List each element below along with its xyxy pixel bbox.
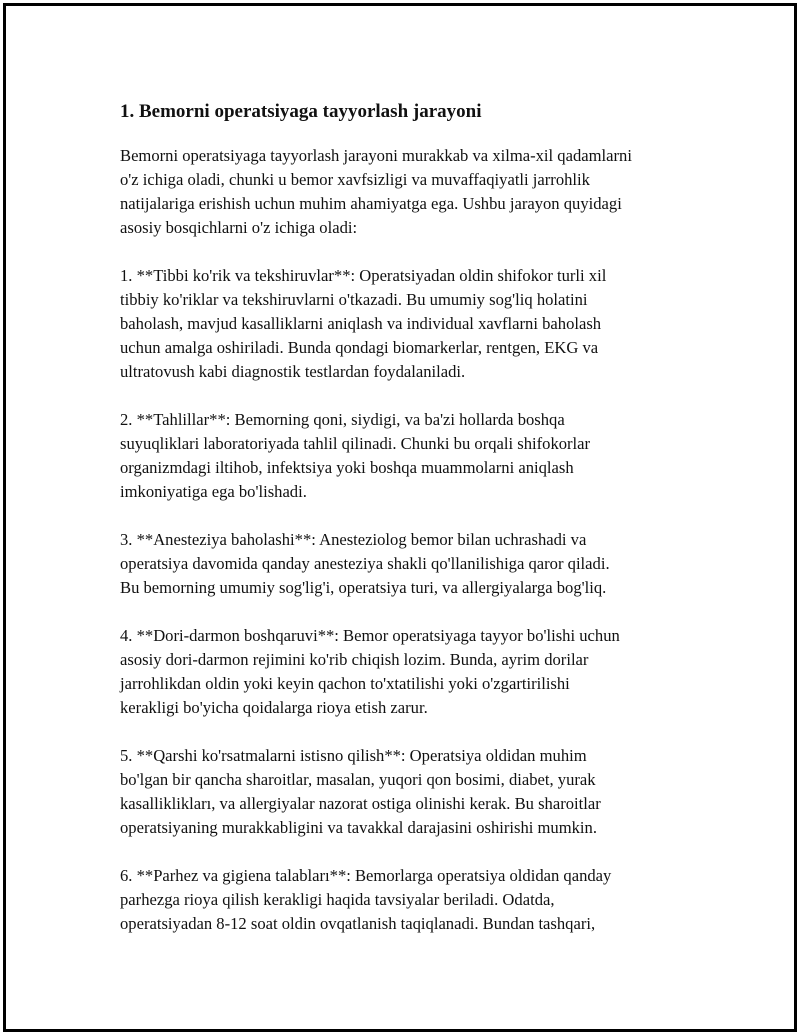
paragraph-item-4 [120, 624, 700, 720]
text-line: baholash, mavjud kasalliklarni aniqlash va individual xavflarni baholash [120, 314, 602, 333]
text-line: 2. **Tahlillar**: Bemorning qoni, siydigi, va ba'zi hollarda boshqa [120, 410, 565, 429]
paragraph-item-2 [120, 408, 700, 504]
paragraph-item-6 [120, 864, 700, 936]
text-line: operatsiya davomida qanday anesteziya shakli qo'llanilishiga qaror qiladi. [120, 554, 610, 573]
text-line: Bemorni operatsiyaga tayyorlash jarayoni murakkab va xilma-xil qadamlarni [120, 146, 632, 165]
text-line: uchun amalga oshiriladi. Bunda qondagi biomarkerlar, rentgen, EKG va [120, 338, 599, 357]
text-line: suyuqliklari laboratoriyada tahlil qilinadi. Chunki bu orqali shifokorlar [120, 434, 591, 453]
text-line: natijalariga erishish uchun muhim ahamiyatga ega. Ushbu jarayon quyidagi [120, 194, 622, 213]
paragraph-intro [120, 144, 700, 240]
text-line: o'z ichiga oladi, chunki u bemor xavfsizligi va muvaffaqiyatli jarrohlik [120, 170, 590, 189]
document-title: 1. Bemorni operatsiyaga tayyorlash jarayoni [120, 101, 482, 122]
text-line: operatsiyaning murakkabligini va tavakkal darajasini oshirishi mumkin. [120, 818, 597, 837]
text-line: Bu bemorning umumiy sog'lig'i, operatsiya turi, va allergiyalarga bog'liq. [120, 578, 607, 597]
text-line: imkoniyatiga ega bo'lishadi. [120, 482, 307, 501]
text-line: parhezga rioya qilish kerakligi haqida tavsiyalar beriladi. Odatda, [120, 890, 555, 909]
text-line: kerakligi bo'yicha qoidalarga rioya etish zarur. [120, 698, 428, 717]
text-line: operatsiyadan 8-12 soat oldin ovqatlanish taqiqlanadi. Bundan tashqari, [120, 914, 596, 933]
text-line: kasalliklikları, va allergiyalar nazorat ostiga olinishi kerak. Bu sharoitlar [120, 794, 601, 813]
text-line: jarrohlikdan oldin yoki keyin qachon to'xtatilishi yoki o'zgartirilishi [120, 674, 570, 693]
paragraph-item-1 [120, 264, 700, 384]
text-line: ultratovush kabi diagnostik testlardan foydalaniladi. [120, 362, 466, 381]
text-line: asosiy bosqichlarni o'z ichiga oladi: [120, 218, 358, 237]
page-frame [3, 3, 797, 1032]
text-line: 4. **Dori-darmon boshqaruvi**: Bemor operatsiyaga tayyor bo'lishi uchun [120, 626, 620, 645]
text-line: asosiy dori-darmon rejimini ko'rib chiqish lozim. Bunda, ayrim dorilar [120, 650, 589, 669]
text-line: bo'lgan bir qancha sharoitlar, masalan, yuqori qon bosimi, diabet, yurak [120, 770, 596, 789]
text-line: 6. **Parhez va gigiena talabları**: Bemorlarga operatsiya oldidan qanday [120, 866, 612, 885]
text-line: tibbiy ko'riklar va tekshiruvlarni o'tkazadi. Bu umumiy sog'liq holatini [120, 290, 588, 309]
paragraph-item-5 [120, 744, 700, 840]
paragraph-item-3 [120, 528, 700, 600]
document-body [120, 98, 700, 960]
text-line: organizmdagi iltihob, infektsiya yoki boshqa muammolarni aniqlash [120, 458, 574, 477]
text-line: 1. **Tibbi ko'rik va tekshiruvlar**: Operatsiyadan oldin shifokor turli xil [120, 266, 607, 285]
text-line: 3. **Anesteziya baholashi**: Anesteziolog bemor bilan uchrashadi va [120, 530, 587, 549]
text-line: 5. **Qarshi ko'rsatmalarni istisno qilish**: Operatsiya oldidan muhim [120, 746, 587, 765]
